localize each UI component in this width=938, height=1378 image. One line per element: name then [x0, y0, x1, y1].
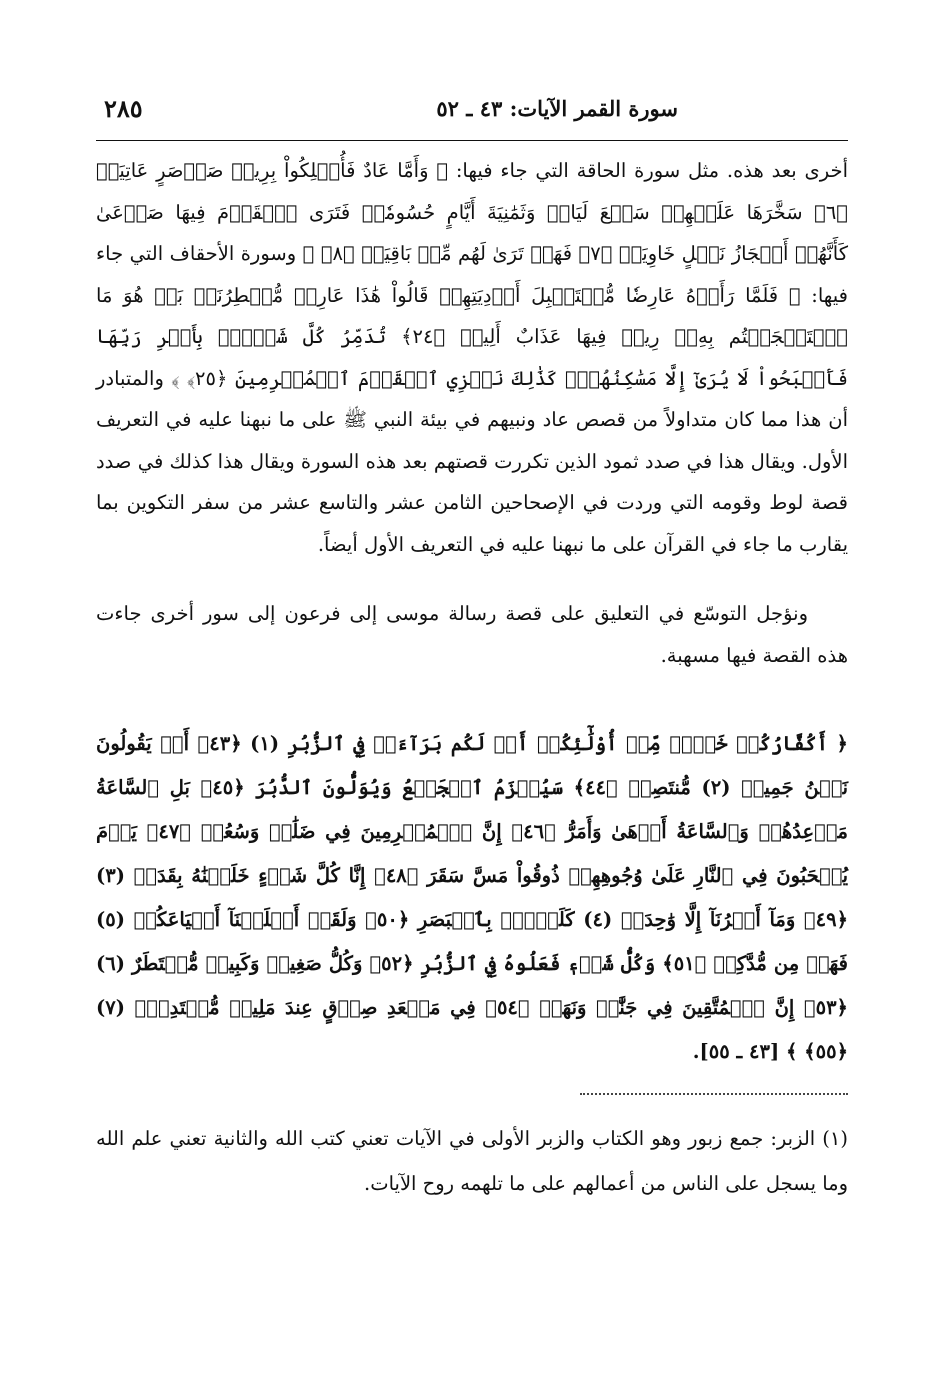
- footnote-text: (١) الزبر: جمع زبور وهو الكتاب والزبر الأولى في الآيات تعني كتب الله والثانية تعني علم الله وما يسجل على الناس من أعمالهم على ما تلهمه روح الآيات.: [96, 1127, 848, 1195]
- footnote-separator: [580, 1093, 848, 1095]
- page-number: ٢٨٥: [104, 94, 143, 123]
- paragraph: أخرى بعد هذه. مثل سورة الحاقة التي جاء فيها: ﴿ وَأَمَّا عَادٌ فَأُهۡلِكُواْ بِرِيحٖ صَرۡصَرٍ عَاتِيَةٖ ﴿٦﴾ سَخَّرَهَا عَلَيۡهِمۡ سَبۡعَ لَيَالٖ وَثَمَٰنِيَةَ أَيَّامٍ حُسُومٗاۖ فَتَرَى ٱلۡقَوۡمَ فِيهَا صَرۡعَىٰ كَأَنَّهُمۡ أَعۡجَازُ نَخۡلٍ خَاوِيَةٖ ﴿٧﴾ فَهَلۡ تَرَىٰ لَهُم مِّنۢ بَاقِيَةٖ ﴿٨﴾ ﴾ وسورة الأحقاف التي جاء فيها: ﴿ فَلَمَّا رَأَوۡهُ عَارِضٗا مُّسۡتَقۡبِلَ أَوۡدِيَتِهِمۡ قَالُواْ هَٰذَا عَارِضٞ مُّمۡطِرُنَاۚ بَلۡ هُوَ مَا ٱسۡتَعۡجَلۡتُم بِهِۦۖ رِيحٞ فِيهَا عَذَابٌ أَلِيمٞ ﴿٢٤﴾ تُدَمِّرُ كُلَّ شَيۡءِۭ بِأَمۡرِ رَبِّهَا فَأَصۡبَحُواْ لَا يُرَىٰٓ إِلَّا مَسَٰكِنُهُمۡۚ كَذَٰلِكَ نَجۡزِي ٱلۡقَوۡمَ ٱلۡمُجۡرِمِينَ ﴿٢٥﴾ ﴾ والمتبادر أن هذا مما كان متداولاً من قصص عاد ونبيهم في بيئة النبي ﷺ على ما نبهنا عليه في التعريف الأول. ويقال هذا في صدد ثمود الذين تكررت قصتهم بعد هذه السورة ويقال هذا كذلك في صدد قصة لوط وقومه التي وردت في الإصحاحين الثامن عشر والتاسع عشر من سفر التكوين بما يقارب ما جاء في القرآن على ما نبهنا عليه في التعريف الأول أيضاً.: [96, 159, 848, 556]
- header-rule: [96, 140, 848, 141]
- running-title: سورة القمر الآيات: ٤٣ ـ ٥٢: [436, 96, 678, 121]
- verse-range: [٤٣ ـ ٥٥].: [692, 1040, 780, 1063]
- quran-verses: ﴿ أَكُفَّارُكُمۡ خَيۡرٞ مِّنۡ أُوْلَٰٓئِكُمۡ أَمۡ لَكُم بَرَآءَةٞ فِي ٱلزُّبُرِ (١) ﴿٤٣﴾ أَمۡ يَقُولُونَ نَحۡنُ جَمِيعٞ (٢) مُّنتَصِرٞ ﴿٤٤﴾ سَيُهۡزَمُ ٱلۡجَمۡعُ وَيُوَلُّونَ ٱلدُّبُرَ ﴿٤٥﴾ بَلِ ٱلسَّاعَةُ مَوۡعِدُهُمۡ وَٱلسَّاعَةُ أَدۡهَىٰ وَأَمَرُّ ﴿٤٦﴾ إِنَّ ٱلۡمُجۡرِمِينَ فِي ضَلَٰلٖ وَسُعُرٖ ﴿٤٧﴾ يَوۡمَ يُسۡحَبُونَ فِي ٱلنَّارِ عَلَىٰ وُجُوهِهِمۡ ذُوقُواْ مَسَّ سَقَرَ ﴿٤٨﴾ إِنَّا كُلَّ شَيۡءٍ خَلَقۡنَٰهُ بِقَدَرٖ (٣) ﴿٤٩﴾ وَمَآ أَمۡرُنَآ إِلَّا وَٰحِدَةٞ (٤) كَلَمۡحِۭ بِٱلۡبَصَرِ ﴿٥٠﴾ وَلَقَدۡ أَهۡلَكۡنَآ أَشۡيَاعَكُمۡ (٥) فَهَلۡ مِن مُّدَّكِرٖ ﴿٥١﴾ وَكُلُّ شَيۡءٖ فَعَلُوهُ فِي ٱلزُّبُرِ ﴿٥٢﴾ وَكُلُّ صَغِيرٖ وَكَبِيرٖ مُّسۡتَطَرٌ (٦) ﴿٥٣﴾ إِنَّ ٱلۡمُتَّقِينَ فِي جَنَّٰتٖ وَنَهَرٖ ﴿٥٤﴾ فِي مَقۡعَدِ صِدۡقٍ عِندَ مَلِيكٖ مُّقۡتَدِرِۭ (٧) ﴿٥٥﴾ ﴾: [96, 732, 849, 1063]
- quran-passage: [96, 722, 848, 1074]
- page-header: [96, 96, 848, 136]
- paragraph: ونؤجل التوسّع في التعليق على قصة رسالة موسى إلى فرعون إلى سور أخرى جاءت هذه القصة فيها مسهبة.: [96, 602, 848, 667]
- body-text: [96, 150, 848, 676]
- paragraph-gap: [96, 565, 848, 593]
- footnote: [96, 1116, 848, 1206]
